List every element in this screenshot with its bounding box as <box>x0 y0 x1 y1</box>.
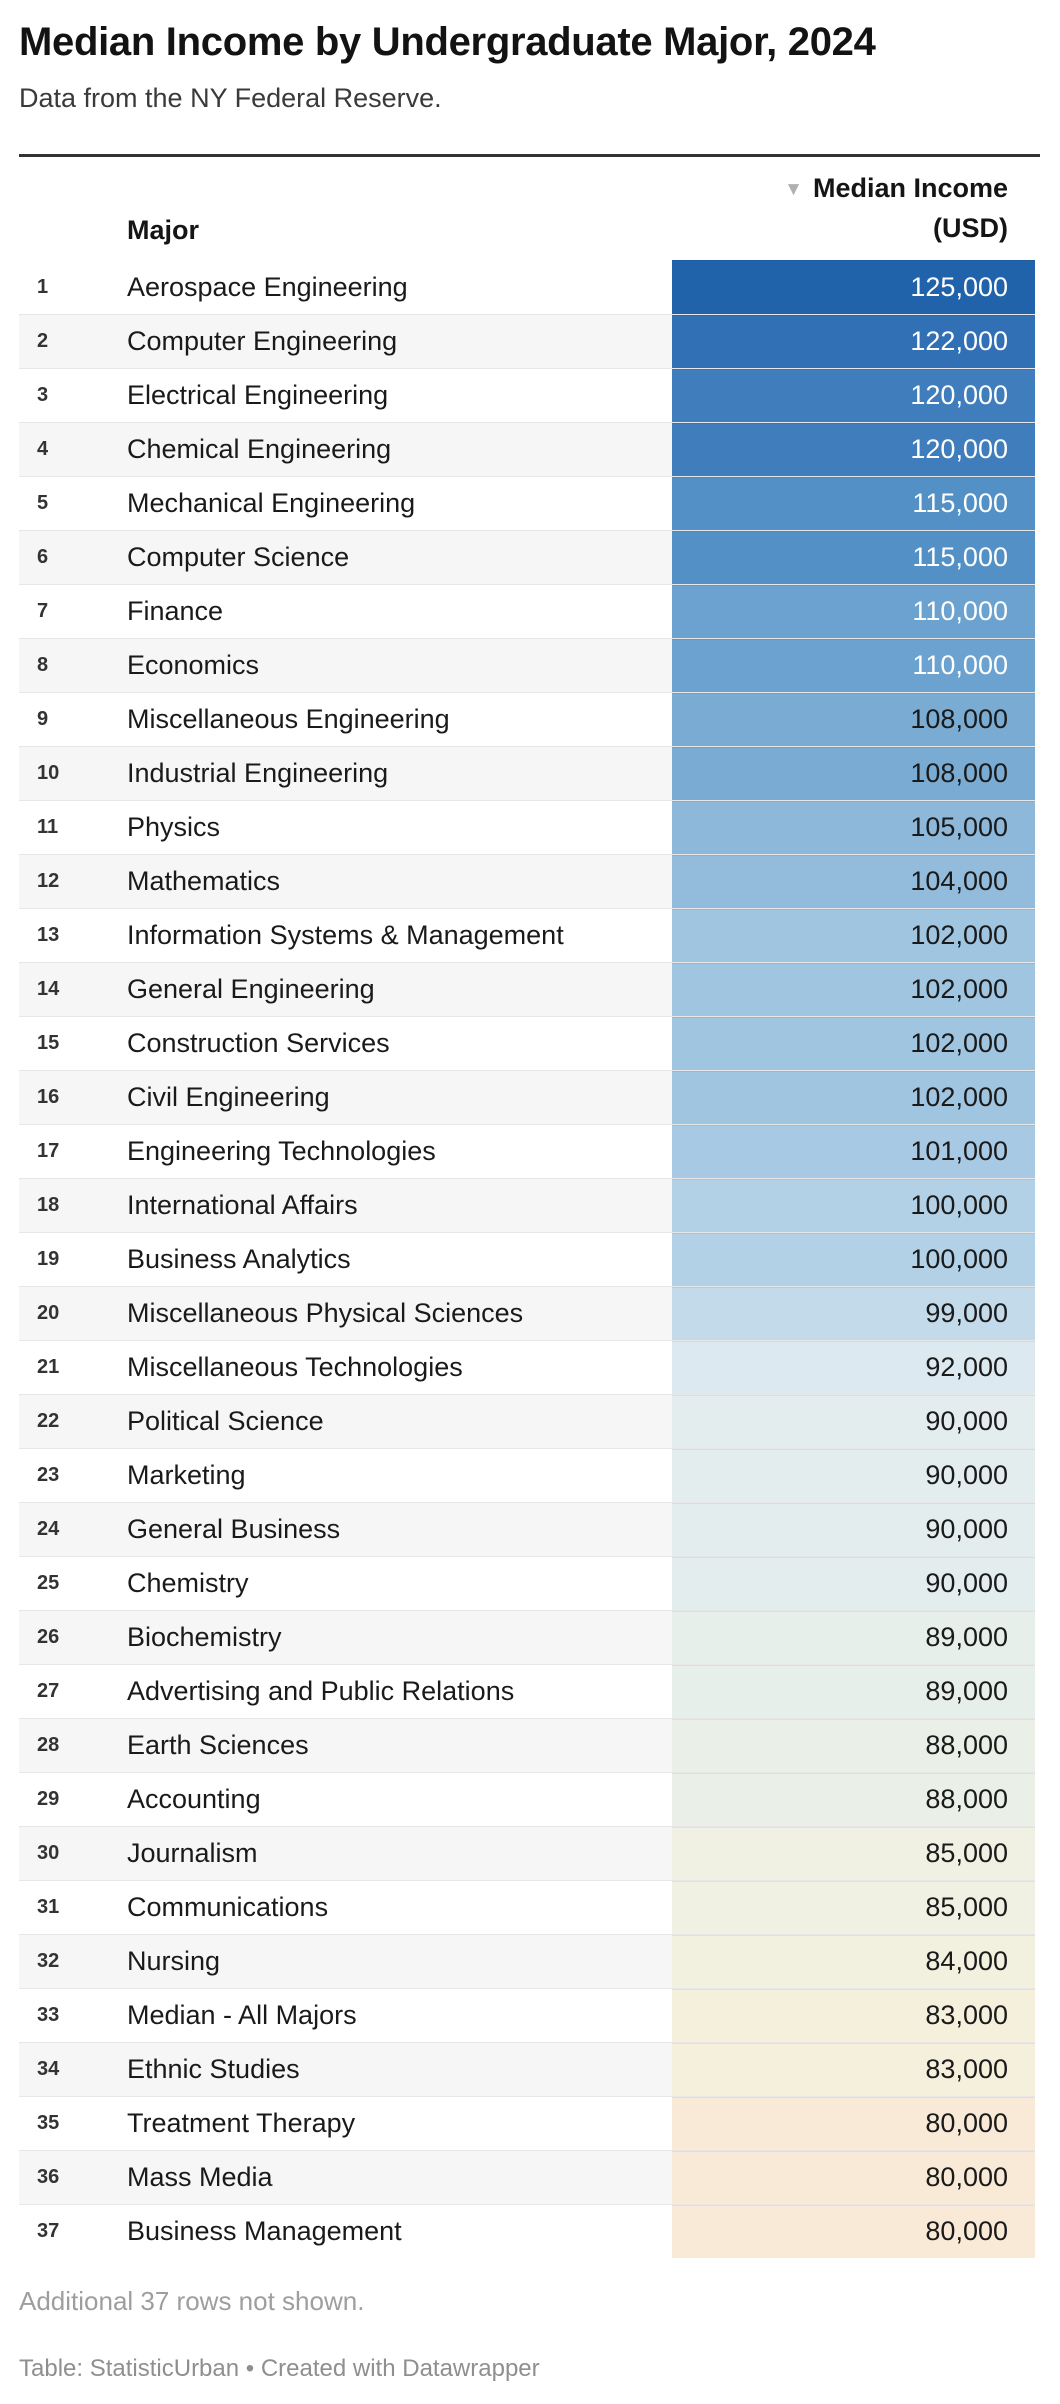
row-income-heatmap-cell: 85,000 <box>672 1881 1035 1934</box>
row-major: Miscellaneous Physical Sciences <box>127 1298 524 1328</box>
table-row <box>19 854 1035 908</box>
row-income-heatmap-cell: 80,000 <box>672 2097 1035 2150</box>
row-major: Median - All Majors <box>127 2000 357 2030</box>
row-income-heatmap-cell: 90,000 <box>672 1449 1035 1502</box>
row-major: Earth Sciences <box>127 1730 309 1760</box>
table-row <box>19 1016 1035 1070</box>
table-body <box>19 260 1035 2258</box>
row-income-heatmap-cell: 99,000 <box>672 1287 1035 1340</box>
table-row <box>19 314 1035 368</box>
row-major: Chemical Engineering <box>127 434 392 464</box>
table-row <box>19 1232 1035 1286</box>
row-income-heatmap-cell: 80,000 <box>672 2151 1035 2204</box>
row-rank: 31 <box>37 1896 60 1918</box>
row-income-heatmap-cell: 115,000 <box>672 477 1035 530</box>
row-rank: 37 <box>37 2220 60 2242</box>
row-rank: 35 <box>37 2112 60 2134</box>
row-income-heatmap-cell: 83,000 <box>672 1989 1035 2042</box>
row-income-heatmap-cell: 110,000 <box>672 585 1035 638</box>
table-row <box>19 2042 1035 2096</box>
row-income-heatmap-cell: 85,000 <box>672 1827 1035 1880</box>
row-rank: 27 <box>37 1680 60 1702</box>
page-subtitle: Data from the NY Federal Reserve. <box>19 83 442 113</box>
table-row <box>19 422 1035 476</box>
row-rank: 4 <box>37 438 49 460</box>
table-row <box>19 1556 1035 1610</box>
table-row <box>19 368 1035 422</box>
table-row <box>19 1340 1035 1394</box>
row-rank: 3 <box>37 384 49 406</box>
row-major: Mathematics <box>127 866 281 896</box>
row-major: Physics <box>127 812 221 842</box>
row-income-heatmap-cell: 105,000 <box>672 801 1035 854</box>
row-major: Finance <box>127 596 224 626</box>
row-rank: 16 <box>37 1086 60 1108</box>
row-income-heatmap-cell: 120,000 <box>672 369 1035 422</box>
row-rank: 20 <box>37 1302 60 1324</box>
table-row <box>19 1988 1035 2042</box>
row-major: Chemistry <box>127 1568 249 1598</box>
row-major: Economics <box>127 650 260 680</box>
row-major: Industrial Engineering <box>127 758 389 788</box>
row-rank: 24 <box>37 1518 60 1540</box>
row-major: Nursing <box>127 1946 221 1976</box>
row-rank: 10 <box>37 762 60 784</box>
row-major: Treatment Therapy <box>127 2108 356 2138</box>
row-income-heatmap-cell: 102,000 <box>672 963 1035 1016</box>
row-rank: 14 <box>37 978 60 1000</box>
row-income-heatmap-cell: 108,000 <box>672 747 1035 800</box>
table-row <box>19 1880 1035 1934</box>
row-major: General Engineering <box>127 974 375 1004</box>
income-header-line1: ▼ Median Income <box>784 173 1008 203</box>
row-rank: 28 <box>37 1734 60 1756</box>
row-income-heatmap-cell: 110,000 <box>672 639 1035 692</box>
row-major: Ethnic Studies <box>127 2054 300 2084</box>
row-major: Business Management <box>127 2216 402 2246</box>
row-rank: 6 <box>37 546 49 568</box>
row-rank: 7 <box>37 600 49 622</box>
row-rank: 9 <box>37 708 49 730</box>
table-row <box>19 908 1035 962</box>
table-row <box>19 1070 1035 1124</box>
row-major: Mechanical Engineering <box>127 488 416 518</box>
table-row <box>19 1502 1035 1556</box>
row-major: Political Science <box>127 1406 324 1436</box>
table-header-row <box>19 157 1035 260</box>
table-row <box>19 1772 1035 1826</box>
row-major: Aerospace Engineering <box>127 271 408 302</box>
row-major: Advertising and Public Relations <box>127 1676 515 1706</box>
table-row <box>19 530 1035 584</box>
table-row <box>19 1934 1035 1988</box>
row-income-heatmap-cell: 92,000 <box>672 1341 1035 1394</box>
table-row <box>19 1286 1035 1340</box>
row-major: Mass Media <box>127 2162 273 2192</box>
row-major: Accounting <box>127 1784 261 1814</box>
row-rank: 25 <box>37 1572 60 1594</box>
row-rank: 17 <box>37 1140 60 1162</box>
row-rank: 21 <box>37 1356 60 1378</box>
row-income-heatmap-cell: 100,000 <box>672 1233 1035 1286</box>
income-column-header[interactable] <box>672 170 1035 247</box>
row-rank: 18 <box>37 1194 60 1216</box>
row-rank: 30 <box>37 1842 60 1864</box>
row-major: Computer Science <box>127 542 350 572</box>
row-income-heatmap-cell: 88,000 <box>672 1773 1035 1826</box>
table-row <box>19 584 1035 638</box>
row-rank: 22 <box>37 1410 60 1432</box>
row-income-heatmap-cell: 89,000 <box>672 1665 1035 1718</box>
row-income-heatmap-cell: 88,000 <box>672 1719 1035 1772</box>
table-row <box>19 260 1035 314</box>
table-row <box>19 962 1035 1016</box>
row-major: Engineering Technologies <box>127 1136 436 1166</box>
table-row <box>19 692 1035 746</box>
source-byline: Table: StatisticUrban • Created with Datawrapper <box>19 2355 540 2382</box>
row-major: Miscellaneous Engineering <box>127 704 450 734</box>
row-income-heatmap-cell: 84,000 <box>672 1935 1035 1988</box>
table-row <box>19 2204 1035 2258</box>
table-row <box>19 1826 1035 1880</box>
row-rank: 34 <box>37 2058 60 2080</box>
row-rank: 23 <box>37 1464 60 1486</box>
row-major: Construction Services <box>127 1028 390 1058</box>
row-income-heatmap-cell: 115,000 <box>672 531 1035 584</box>
row-rank: 15 <box>37 1032 60 1054</box>
table-row <box>19 800 1035 854</box>
row-income-heatmap-cell: 90,000 <box>672 1503 1035 1556</box>
income-header-line2: (USD) <box>933 213 1008 243</box>
row-rank: 12 <box>37 870 60 892</box>
row-major: Journalism <box>127 1838 258 1868</box>
row-major: International Affairs <box>127 1190 358 1220</box>
row-income-heatmap-cell: 120,000 <box>672 423 1035 476</box>
row-income-heatmap-cell: 122,000 <box>672 315 1035 368</box>
row-income-heatmap-cell: 89,000 <box>672 1611 1035 1664</box>
row-rank: 32 <box>37 1950 60 1972</box>
row-income-heatmap-cell: 108,000 <box>672 693 1035 746</box>
page-title: Median Income by Undergraduate Major, 2024 <box>19 20 876 64</box>
table-row <box>19 1610 1035 1664</box>
row-income-heatmap-cell: 125,000 <box>672 260 1035 314</box>
row-income-heatmap-cell: 101,000 <box>672 1125 1035 1178</box>
row-rank: 13 <box>37 924 60 946</box>
row-major: Biochemistry <box>127 1622 282 1652</box>
row-income-heatmap-cell: 90,000 <box>672 1395 1035 1448</box>
row-income-heatmap-cell: 102,000 <box>672 909 1035 962</box>
table-row <box>19 1178 1035 1232</box>
row-rank: 36 <box>37 2166 60 2188</box>
row-rank: 1 <box>37 275 49 298</box>
major-column-header[interactable]: Major <box>127 215 200 245</box>
table-row <box>19 1718 1035 1772</box>
table-row <box>19 2096 1035 2150</box>
row-major: Civil Engineering <box>127 1082 330 1112</box>
row-major: Information Systems & Management <box>127 920 564 950</box>
row-major: Miscellaneous Technologies <box>127 1352 463 1382</box>
row-major: Communications <box>127 1892 329 1922</box>
row-income-heatmap-cell: 102,000 <box>672 1017 1035 1070</box>
row-major: Electrical Engineering <box>127 380 389 410</box>
table-row <box>19 746 1035 800</box>
row-rank: 5 <box>37 492 49 514</box>
table-row <box>19 2150 1035 2204</box>
table-row <box>19 1124 1035 1178</box>
table-row <box>19 1664 1035 1718</box>
table-row <box>19 476 1035 530</box>
table-row <box>19 638 1035 692</box>
row-rank: 2 <box>37 330 49 352</box>
row-income-heatmap-cell: 100,000 <box>672 1179 1035 1232</box>
row-major: General Business <box>127 1514 341 1544</box>
row-rank: 11 <box>37 816 59 838</box>
row-income-heatmap-cell: 83,000 <box>672 2043 1035 2096</box>
row-major: Computer Engineering <box>127 326 398 356</box>
row-major: Marketing <box>127 1460 246 1490</box>
row-rank: 19 <box>37 1248 60 1270</box>
table-row <box>19 1448 1035 1502</box>
row-rank: 29 <box>37 1788 60 1810</box>
row-major: Business Analytics <box>127 1244 351 1274</box>
row-income-heatmap-cell: 104,000 <box>672 855 1035 908</box>
row-rank: 33 <box>37 2004 60 2026</box>
row-income-heatmap-cell: 80,000 <box>672 2205 1035 2258</box>
row-income-heatmap-cell: 102,000 <box>672 1071 1035 1124</box>
row-income-heatmap-cell: 90,000 <box>672 1557 1035 1610</box>
table-row <box>19 1394 1035 1448</box>
sort-descending-icon: ▼ <box>784 179 803 200</box>
row-rank: 8 <box>37 654 49 676</box>
row-rank: 26 <box>37 1626 60 1648</box>
rows-not-shown-note: Additional 37 rows not shown. <box>19 2286 365 2316</box>
